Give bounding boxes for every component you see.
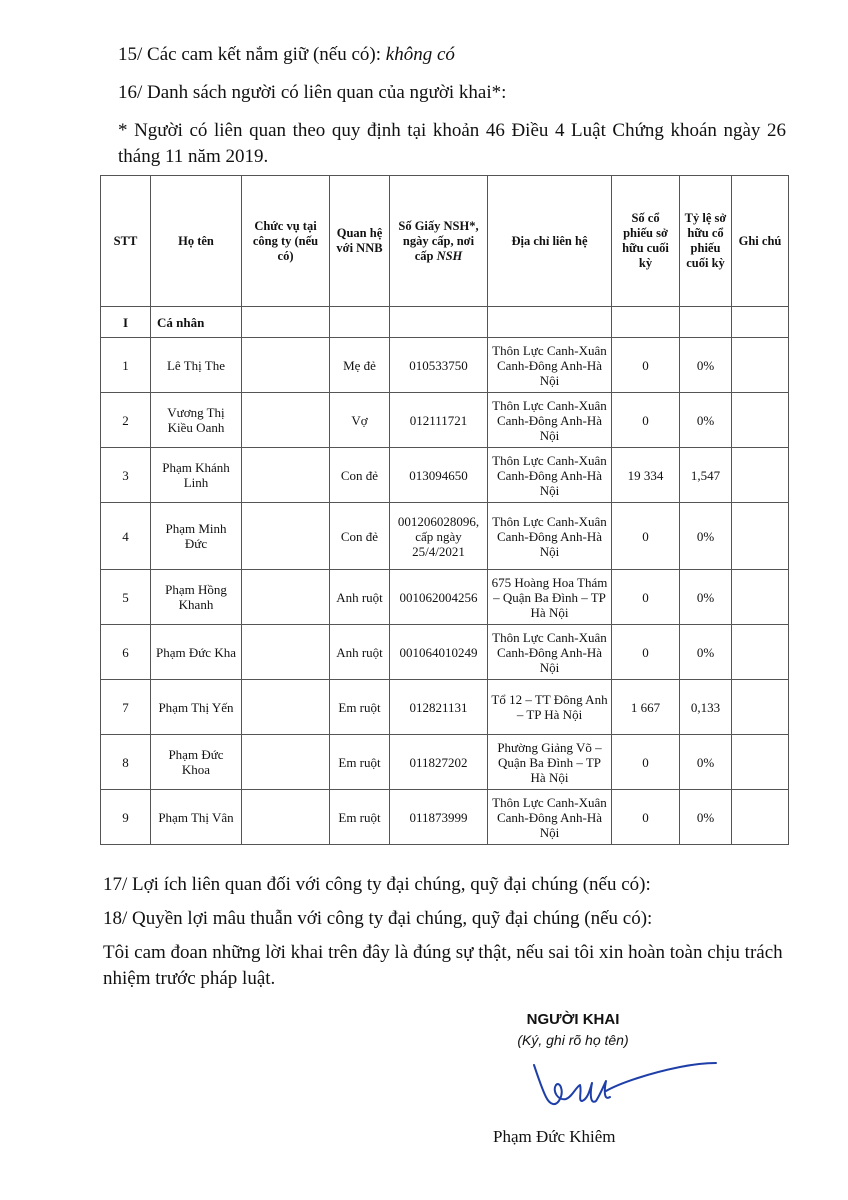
table-row [101,393,789,448]
cell-address: Phường Giảng Võ – Quận Ba Đình – TP Hà Nội [488,735,612,790]
header-position: Chức vụ tại công ty (nếu có) [242,176,330,307]
table-row [101,503,789,570]
handwritten-signature [520,1055,720,1125]
cell-relation: Con đẻ [330,448,390,503]
item-15: 15/ Các cam kết nắm giữ (nếu có): không có [118,44,455,65]
commitment-statement: Tôi cam đoan những lời khai trên đây là đúng sự thật, nếu sai tôi xin hoàn toàn chịu trách nhiệm trước pháp luật. [103,942,783,989]
header-id-text: Số Giấy NSH*, ngày cấp, nơi cấp [398,218,479,263]
header-id [390,176,488,307]
cell-name: Vương Thị Kiều Oanh [151,393,242,448]
cell-id: 010533750 [390,338,488,393]
cell-ratio: 0% [680,338,732,393]
cell-relation: Em ruột [330,680,390,735]
cell-address: Thôn Lực Canh-Xuân Canh-Đông Anh-Hà Nội [488,393,612,448]
cell-position [242,448,330,503]
cell-relation: Mẹ đẻ [330,338,390,393]
cell-stt: 2 [101,393,151,448]
section-number: I [101,307,151,338]
header-name: Họ tên [151,176,242,307]
cell-relation: Em ruột [330,790,390,845]
cell-name: Phạm Thị Vân [151,790,242,845]
cell-name: Phạm Đức Kha [151,625,242,680]
cell-name: Phạm Đức Khoa [151,735,242,790]
cell-address: Tổ 12 – TT Đông Anh – TP Hà Nội [488,680,612,735]
cell-name: Phạm Hồng Khanh [151,570,242,625]
item-15-value: không có [385,44,455,65]
cell-id: 013094650 [390,448,488,503]
cell-id: 012111721 [390,393,488,448]
cell-name: Phạm Minh Đức [151,503,242,570]
cell-ratio: 0% [680,790,732,845]
cell-shares: 0 [612,338,680,393]
table-row [101,570,789,625]
table-row [101,625,789,680]
cell-address: 675 Hoàng Hoa Thám – Quận Ba Đình – TP Hà Nội [488,570,612,625]
cell-shares: 0 [612,393,680,448]
cell-position [242,338,330,393]
table-row [101,680,789,735]
cell-relation: Em ruột [330,735,390,790]
cell-note [732,735,789,790]
section-label: Cá nhân [151,307,242,338]
table-row [101,338,789,393]
header-note: Ghi chú [732,176,789,307]
cell-ratio: 0,133 [680,680,732,735]
header-shares: Số cổ phiếu sở hữu cuối kỳ [612,176,680,307]
item-18: 18/ Quyền lợi mâu thuẫn với công ty đại chúng, quỹ đại chúng (nếu có): [103,908,653,929]
cell-stt: 6 [101,625,151,680]
cell-shares: 0 [612,503,680,570]
table-row [101,448,789,503]
cell-position [242,735,330,790]
signer-title: NGƯỜI KHAI [526,1011,620,1028]
cell-stt: 9 [101,790,151,845]
cell-name: Lê Thị The [151,338,242,393]
cell-stt: 4 [101,503,151,570]
cell-id: 001062004256 [390,570,488,625]
cell-note [732,448,789,503]
cell-name: Phạm Khánh Linh [151,448,242,503]
item-16: 16/ Danh sách người có liên quan của người khai*: [118,82,507,103]
signature-block [488,1010,658,1050]
cell-stt: 8 [101,735,151,790]
cell-shares: 0 [612,570,680,625]
cell-address: Thôn Lực Canh-Xuân Canh-Đông Anh-Hà Nội [488,338,612,393]
section-row [101,307,789,338]
header-stt: STT [101,176,151,307]
cell-ratio: 1,547 [680,448,732,503]
cell-id: 011827202 [390,735,488,790]
cell-position [242,625,330,680]
cell-stt: 5 [101,570,151,625]
cell-note [732,625,789,680]
header-id-suffix: NSH [436,248,463,263]
cell-ratio: 0% [680,735,732,790]
cell-id: 012821131 [390,680,488,735]
cell-shares: 0 [612,790,680,845]
cell-id: 011873999 [390,790,488,845]
related-persons-table [100,175,789,845]
cell-position [242,503,330,570]
item-17: 17/ Lợi ích liên quan đối với công ty đại chúng, quỹ đại chúng (nếu có): [103,874,651,895]
cell-relation: Con đẻ [330,503,390,570]
table-header-row [101,176,789,307]
header-ratio: Tỷ lệ sở hữu cổ phiếu cuối kỳ [680,176,732,307]
cell-name: Phạm Thị Yến [151,680,242,735]
cell-shares: 19 334 [612,448,680,503]
cell-relation: Anh ruột [330,570,390,625]
cell-note [732,393,789,448]
cell-shares: 0 [612,625,680,680]
cell-note [732,503,789,570]
table-row [101,790,789,845]
cell-address: Thôn Lực Canh-Xuân Canh-Đông Anh-Hà Nội [488,448,612,503]
cell-stt: 1 [101,338,151,393]
item-15-label: 15/ Các cam kết nắm giữ (nếu có) [118,44,376,65]
cell-position [242,393,330,448]
cell-stt: 3 [101,448,151,503]
header-relation: Quan hệ với NNB [330,176,390,307]
header-address: Địa chỉ liên hệ [488,176,612,307]
cell-address: Thôn Lực Canh-Xuân Canh-Đông Anh-Hà Nội [488,503,612,570]
table-row [101,735,789,790]
cell-ratio: 0% [680,625,732,680]
signer-subtitle: (Ký, ghi rõ họ tên) [517,1032,629,1048]
cell-note [732,680,789,735]
cell-note [732,570,789,625]
cell-position [242,570,330,625]
related-persons-note: * Người có liên quan theo quy định tại khoản 46 Điều 4 Luật Chứng khoán ngày 26 tháng 11 năm 2019. [118,120,786,167]
cell-shares: 0 [612,735,680,790]
cell-ratio: 0% [680,570,732,625]
cell-note [732,790,789,845]
cell-address: Thôn Lực Canh-Xuân Canh-Đông Anh-Hà Nội [488,625,612,680]
cell-ratio: 0% [680,393,732,448]
cell-shares: 1 667 [612,680,680,735]
cell-stt: 7 [101,680,151,735]
cell-position [242,680,330,735]
cell-relation: Vợ [330,393,390,448]
cell-ratio: 0% [680,503,732,570]
cell-position [242,790,330,845]
cell-relation: Anh ruột [330,625,390,680]
cell-id: 001206028096, cấp ngày 25/4/2021 [390,503,488,570]
cell-address: Thôn Lực Canh-Xuân Canh-Đông Anh-Hà Nội [488,790,612,845]
signer-name: Phạm Đức Khiêm [493,1127,616,1146]
cell-id: 001064010249 [390,625,488,680]
cell-note [732,338,789,393]
